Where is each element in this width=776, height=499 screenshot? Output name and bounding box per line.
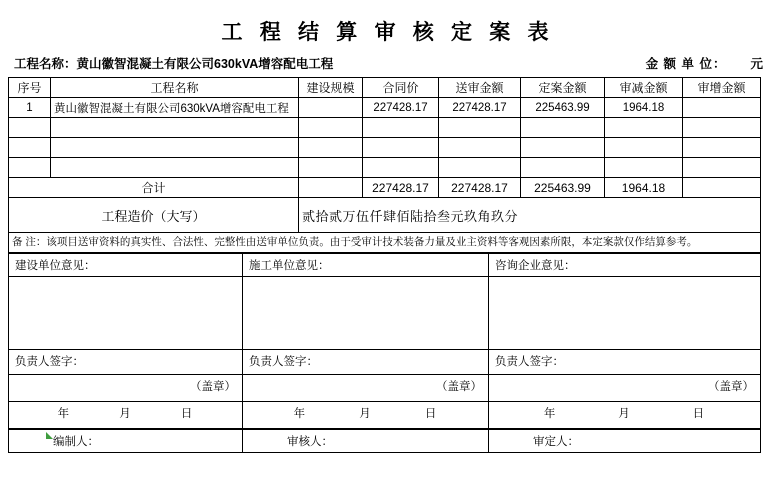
page-title: 工 程 结 算 审 核 定 案 表 <box>221 20 555 44</box>
note-row <box>9 233 761 253</box>
seal-label-construction-unit: （盖章） <box>9 375 243 402</box>
total-scale <box>299 178 363 198</box>
total-increased <box>683 178 761 198</box>
col-header-name: 工程名称 <box>51 78 299 98</box>
opinions-body-row <box>9 277 761 350</box>
total-contract: 227428.17 <box>363 178 439 198</box>
cell-empty <box>439 138 521 158</box>
cell-empty <box>363 138 439 158</box>
table-header-row <box>9 78 761 98</box>
opinions-table <box>8 253 761 429</box>
total-final: 225463.99 <box>521 178 605 198</box>
date-construction-unit <box>9 402 243 429</box>
opinion-body-contractor-unit[interactable] <box>243 277 489 350</box>
project-name-label: 工程名称： <box>14 57 77 71</box>
date-contractor-unit <box>243 402 489 429</box>
cell-empty <box>363 118 439 138</box>
cell-empty <box>363 158 439 178</box>
document-body <box>8 12 768 453</box>
cell-empty <box>439 118 521 138</box>
col-header-no: 序号 <box>9 78 51 98</box>
total-submitted: 227428.17 <box>439 178 521 198</box>
capital-label: 工程造价（大写） <box>9 198 299 233</box>
settlement-table <box>8 77 761 253</box>
cell-empty <box>521 158 605 178</box>
capital-amount-row <box>9 198 761 233</box>
total-label: 合计 <box>9 178 299 198</box>
opinions-seal-row <box>9 375 761 402</box>
date-day-label: 日 <box>424 408 438 420</box>
date-month-label: 月 <box>119 408 132 420</box>
top-band <box>0 0 776 10</box>
opinion-title-construction-unit: 建设单位意见： <box>9 254 243 277</box>
opinion-title-consulting-firm: 咨询企业意见： <box>489 254 761 277</box>
cell-empty <box>299 158 363 178</box>
cell-submitted: 227428.17 <box>439 98 521 118</box>
cell-empty <box>299 118 363 138</box>
cell-empty <box>521 118 605 138</box>
footer-row <box>9 430 761 453</box>
col-header-submitted: 送审金额 <box>439 78 521 98</box>
date-year-label: 年 <box>57 408 71 420</box>
cell-empty <box>605 118 683 138</box>
date-month-label: 月 <box>618 408 631 420</box>
opinion-body-construction-unit[interactable] <box>9 277 243 350</box>
total-reduced: 1964.18 <box>605 178 683 198</box>
cell-reduced: 1964.18 <box>605 98 683 118</box>
cell-empty <box>439 158 521 178</box>
date-year-label: 年 <box>293 408 307 420</box>
footer-compiler-cell <box>9 430 243 453</box>
opinion-body-consulting-firm[interactable] <box>489 277 761 350</box>
footer-approver-cell <box>489 430 761 453</box>
seal-label-contractor-unit: （盖章） <box>243 375 489 402</box>
cell-empty <box>299 138 363 158</box>
col-header-scale: 建设规模 <box>299 78 363 98</box>
opinion-title-contractor-unit: 施工单位意见： <box>243 254 489 277</box>
cell-contract: 227428.17 <box>363 98 439 118</box>
compiler-label: 编制人： <box>53 436 99 448</box>
cell-increased <box>683 98 761 118</box>
opinions-signature-row <box>9 350 761 375</box>
table-row-empty <box>9 158 761 178</box>
cell-scale <box>299 98 363 118</box>
date-year-label: 年 <box>543 408 557 420</box>
cell-empty <box>51 118 299 138</box>
reviewer-label: 审核人： <box>287 436 333 448</box>
opinions-date-row <box>9 402 761 429</box>
table-total-row <box>9 178 761 198</box>
signature-label-construction-unit: 负责人签字： <box>9 350 243 375</box>
col-header-final: 定案金额 <box>521 78 605 98</box>
date-day-label: 日 <box>180 408 194 420</box>
cell-empty <box>683 158 761 178</box>
cell-empty <box>683 118 761 138</box>
cell-empty <box>51 138 299 158</box>
project-name-block <box>14 54 333 72</box>
cell-empty <box>605 158 683 178</box>
cell-empty <box>605 138 683 158</box>
note-text: 备 注：该项目送审资料的真实性、合法性、完整性由送审单位负责。由于受审计技术装备力量及业主资料等客观因素所限，本定案款仅作结算参考。 <box>9 233 761 253</box>
signature-label-consulting-firm: 负责人签字： <box>489 350 761 375</box>
seal-label-consulting-firm: （盖章） <box>489 375 761 402</box>
cell-name: 黄山徽智混凝土有限公司630kVA增容配电工程 <box>51 98 299 118</box>
signature-label-contractor-unit: 负责人签字： <box>243 350 489 375</box>
date-consulting-firm <box>489 402 761 429</box>
table-row-empty <box>9 118 761 138</box>
cell-empty <box>9 158 51 178</box>
cell-empty <box>683 138 761 158</box>
approver-label: 审定人： <box>533 436 579 448</box>
col-header-increased: 审增金额 <box>683 78 761 98</box>
date-day-label: 日 <box>692 408 706 420</box>
project-info-row <box>8 54 768 77</box>
cell-empty <box>51 158 299 178</box>
cell-empty <box>521 138 605 158</box>
col-header-contract: 合同价 <box>363 78 439 98</box>
cell-empty <box>9 138 51 158</box>
amount-unit-label: 金 额 单 位： <box>645 57 727 71</box>
amount-unit-value: 元 <box>750 57 764 71</box>
table-row <box>9 98 761 118</box>
footer-reviewer-cell <box>243 430 489 453</box>
opinions-title-row <box>9 254 761 277</box>
cell-final: 225463.99 <box>521 98 605 118</box>
capital-value: 贰拾贰万伍仟肆佰陆拾叁元玖角玖分 <box>299 198 761 233</box>
amount-unit-block <box>646 54 764 72</box>
col-header-reduced: 审减金额 <box>605 78 683 98</box>
cell-empty <box>9 118 51 138</box>
date-month-label: 月 <box>359 408 372 420</box>
footer-table <box>8 429 761 453</box>
table-row-empty <box>9 138 761 158</box>
project-name-value: 黄山徽智混凝土有限公司630kVA增容配电工程 <box>76 57 334 71</box>
cell-no: 1 <box>9 98 51 118</box>
